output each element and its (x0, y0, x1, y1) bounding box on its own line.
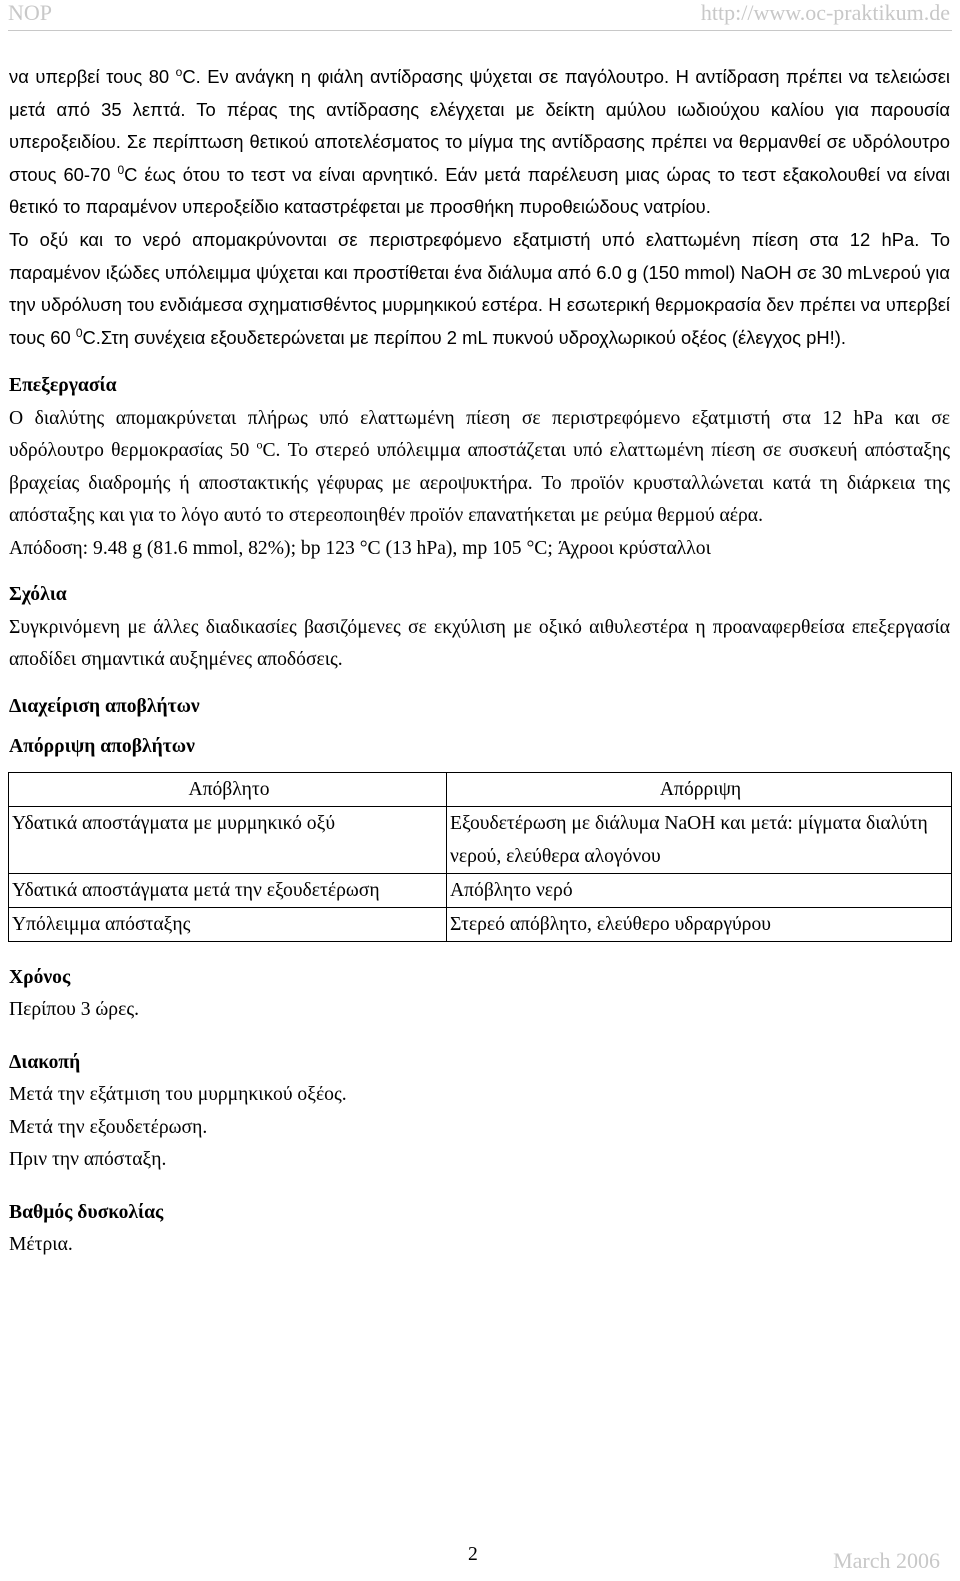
text-run: C.Στη συνέχεια εξουδετερώνεται με περίπου 2 mL πυκνού υδροχλωρικού οξέος (έλεγχος pH!). (82, 326, 846, 348)
header-left: NOP (8, 0, 53, 25)
disposal-cell: Απόβλητο νερό (447, 873, 952, 907)
text-run: C έως ότου το τεστ να είναι αρνητικό. Εάν μετά παρέλευση μιας ώρας το τεστ εξακολουθεί να είναι θετικό το παραμένον υπεροξείδιο καταστρέφεται με προσθήκη πυροθειώδους νατρίου. (9, 163, 950, 218)
waste-cell: Υδατικά αποστάγματα με μυρμηκικό οξύ (9, 806, 447, 873)
disposal-cell: Στερεό απόβλητο, ελεύθερο υδραργύρου (447, 907, 952, 941)
superscript: o (175, 64, 183, 79)
difficulty-text: Μέτρια. (9, 1234, 73, 1256)
table-row (9, 806, 952, 873)
waste-heading: Διαχείριση αποβλήτων (9, 695, 200, 717)
time-heading: Χρόνος (9, 966, 71, 988)
difficulty-heading: Βαθμός δυσκολίας (9, 1201, 164, 1223)
column-header-disposal: Απόρριψη (447, 772, 952, 806)
text-run: C. Εν ανάγκη η φιάλη αντίδρασης ψύχεται σε παγόλουτρο. Η αντίδραση πρέπει να τελειώσει μετά από 35 λεπτά. Το πέρας της αντίδρασης ελέγχεται με δείκτη αμύλου ιωδιούχου καλίου για παρουσία υπεροξειδίου. Σε περίπτωση θετικού αποτελέσματος το μίγμα της αντίδρασης πρέπει να θερμανθεί σε υδρόλουτρο στους 60-70 (9, 66, 950, 185)
yield-line: Απόδοση: 9.48 g (81.6 mmol, 82%); bp 123 °C (13 hPa), mp 105 °C; Άχροοι κρύσταλλοι (9, 537, 711, 559)
interruption-item: Μετά την εξάτμιση του μυρμηκικού οξέος. (9, 1084, 347, 1106)
comments-text: Συγκρινόμενη με άλλες διαδικασίες βασιζόμενες σε εκχύλιση με οξικό αιθυλεστέρα η προαναφερθείσα επεξεργασία αποδίδει σημαντικά αυξημένες αποδόσεις. (9, 616, 950, 671)
interruption-item: Μετά την εξουδετέρωση. (9, 1116, 208, 1138)
superscript: 0 (75, 325, 83, 340)
workup-heading: Επεξεργασία (9, 375, 117, 397)
text-run: να υπερβεί τους 80 (9, 66, 176, 87)
reaction-paragraph-2 (9, 224, 950, 354)
text-run: Το οξύ και το νερό απομακρύνονται σε περιστρεφόμενο εξατμιστή υπό ελαττωμένη πίεση στα 12 hPa. Το παραμένον ιξώδες υπόλειμμα ψύχεται και προστίθεται ένα διάλυμα από 6.0 g (150 mmol) NaOH σε 30 mLνερού για την υδρόλυση του ενδιάμεσα σχηματισθέντος μυρμηκικού εστέρα. Η εσωτερική θερμοκρασία δεν πρέπει να υπερβεί τους 60 (9, 228, 950, 348)
time-text: Περίπου 3 ώρες. (9, 999, 139, 1021)
comments-heading: Σχόλια (9, 584, 67, 606)
workup-paragraph (9, 403, 950, 533)
disposal-cell: Εξουδετέρωση με διάλυμα NaOH και μετά: μίγματα διαλύτη νερού, ελεύθερα αλογόνου (447, 806, 952, 873)
reaction-paragraph-1 (9, 61, 950, 224)
text-run: C. Το στερεό υπόλειμμα αποστάζεται υπό ελαττωμένη πίεση σε συσκευή απόσταξης βραχείας διαδρομής ή αποστακτικής γέφυρας με αεροψυκτήρα. Το προϊόν κρυσταλλώνεται κατά τη διάρκεια της απόσταξης και για το λόγο αυτό το στερεοποιηθέν προϊόν επανατήκεται με ρεύμα θερμού αέρα. (9, 440, 950, 527)
waste-table (8, 772, 952, 942)
page-content (9, 61, 950, 1262)
footer-date: March 2006 (833, 1548, 940, 1573)
table-row (9, 873, 952, 907)
header-url: http://www.oc-praktikum.de (700, 0, 950, 25)
text-run: Ο διαλύτης απομακρύνεται πλήρως υπό ελαττωμένη πίεση σε περιστρεφόμενο εξατμιστή στα 12 hPa και σε υδρόλουτρο θερμοκρασίας 50 (9, 407, 950, 462)
waste-cell: Υδατικά αποστάγματα μετά την εξουδετέρωση (9, 873, 447, 907)
page-header (0, 0, 960, 28)
table-header-row (9, 772, 952, 806)
table-row (9, 907, 952, 941)
header-rule (8, 30, 952, 31)
interruption-item: Πριν την απόσταξη. (9, 1149, 167, 1171)
superscript: o (256, 437, 263, 452)
column-header-waste: Απόβλητο (9, 772, 447, 806)
page-number: 2 (468, 1544, 478, 1565)
waste-subheading: Απόρριψη αποβλήτων (9, 736, 195, 758)
interruption-heading: Διακοπή (9, 1051, 81, 1073)
superscript: 0 (117, 162, 125, 177)
waste-cell: Υπόλειμμα απόσταξης (9, 907, 447, 941)
